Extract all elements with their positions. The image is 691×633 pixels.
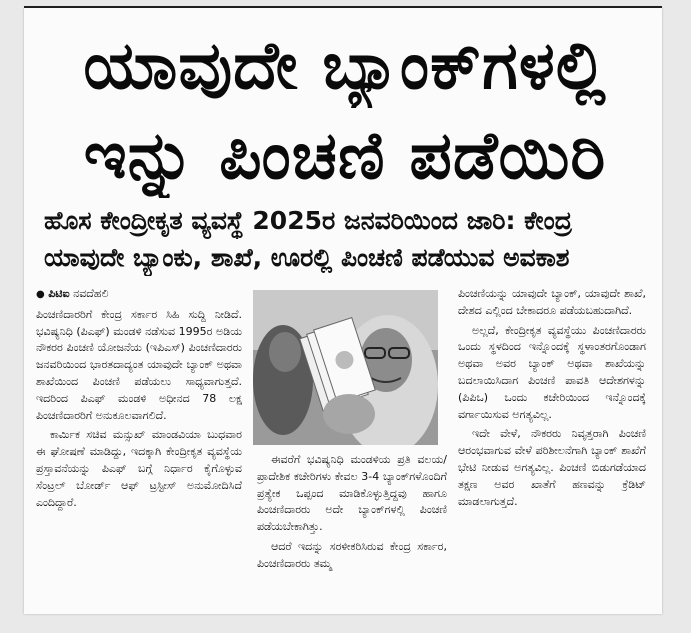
column-3-paragraph-1: ಪಿಂಚಣಿಯನ್ನು ಯಾವುದೇ ಬ್ಯಾಂಕ್, ಯಾವುದೇ ಶಾಖೆ, ದೇಶದ ಎಲ್ಲಿಂದ ಬೇಕಾದರೂ ಪಡೆಯಬಹುದಾಗಿದೆ.	[458, 287, 646, 317]
byline	[36, 286, 242, 304]
column-3-paragraph-2: ಅಲ್ಲದೆ, ಕೇಂದ್ರೀಕೃತ ವ್ಯವಸ್ಥೆಯು ಪಿಂಚಣಿದಾರರು ಒಂದು ಸ್ಥಳದಿಂದ ಇನ್ನೊಂದಕ್ಕೆ ಸ್ಥಳಾಂತರಗೊಂಡಾಗ ಅಥವಾ ಅವರ ಬ್ಯಾಂಕ್ ಅಥವಾ ಶಾಖೆಯನ್ನು ಬದಲಾಯಿಸಿದಾಗ ಪಿಂಚಣಿ ಪಾವತಿ ಆದೇಶಗಳನ್ನು (ಪಿಪಿಒ) ಒಂದು ಕಚೇರಿಯಿಂದ ಇನ್ನೊಂದಕ್ಕೆ ವರ್ಗಾಯಿಸುವ ಅಗತ್ಯವಿಲ್ಲ.	[458, 323, 646, 421]
article-column-1	[36, 286, 242, 602]
column-1-paragraph-2: ಕಾರ್ಮಿಕ ಸಚಿವ ಮನ್ಸುಖ್ ಮಾಂಡವಿಯಾ ಬುಧವಾರ ಈ ಘೋಷಣೆ ಮಾಡಿದ್ದು, ಇದಕ್ಕಾಗಿ ಕೇಂದ್ರೀಕೃತ ವ್ಯವಸ್ಥೆಯ ಪ್ರಸ್ತಾವನೆಯನ್ನು ಪಿಎಫ್ ಬಗ್ಗೆ ನಿರ್ಧಾರ ಕೈಗೊಳ್ಳುವ ಸೆಂಟ್ರಲ್ ಬೋರ್ಡ್ ಆಫ್ ಟ್ರಸ್ಟೀಸ್ ಅನುಮೋದಿಸಿದೆ ಎಂದಿದ್ದಾರೆ.	[36, 428, 242, 509]
column-2-paragraph-1: ಈವರೆಗೆ ಭವಿಷ್ಯನಿಧಿ ಮಂಡಳಿಯ ಪ್ರತಿ ವಲಯ/ಪ್ರಾದೇಶಿಕ ಕಚೇರಿಗಳು ಕೇವಲ 3-4 ಬ್ಯಾಂಕ್‌ಗಳೊಂದಿಗೆ ಪ್ರತ್ಯೇಕ ಒಪ್ಪಂದ ಮಾಡಿಕೊಳ್ಳುತ್ತಿದ್ದವು ಹಾಗೂ ಪಿಂಚಣಿದಾರರು ಅದೇ ಬ್ಯಾಂಕ್‌ಗಳಲ್ಲಿ ಪಿಂಚಣಿ ಪಡೆಯಬೇಕಾಗಿತ್ತು.	[257, 453, 447, 534]
headline-line-2: ಇನ್ನು ಪಿಂಚಣಿ ಪಡೆಯಿರಿ	[83, 117, 607, 194]
article-column-3	[458, 286, 646, 602]
byline-place: ನವದೆಹಲಿ	[73, 287, 109, 300]
column-1-paragraph-1: ಪಿಂಚಣಿದಾರರಿಗೆ ಕೇಂದ್ರ ಸರ್ಕಾರ ಸಿಹಿ ಸುದ್ದಿ ನೀಡಿದೆ. ಭವಿಷ್ಯನಿಧಿ (ಪಿಎಫ್) ಮಂಡಳಿ ನಡೆಸುವ 1995ರ ಅಡಿಯ ನೌಕರರ ಪಿಂಚಣಿ ಯೋಜನೆಯ (ಇಪಿಎಸ್) ಪಿಂಚಣಿದಾರರು ಜನವರಿಯಿಂದ ಭಾರತದಾದ್ಯಂತ ಯಾವುದೇ ಬ್ಯಾಂಕ್ ಅಥವಾ ಶಾಖೆಯಿಂದ ಪಿಂಚಣಿ ಪಡೆಯಲು ಸಾಧ್ಯವಾಗುತ್ತದೆ. ಇದರಿಂದ ಪಿಎಫ್ ಮಂಡಳಿ ಅಧೀನದ 78 ಲಕ್ಷ ಪಿಂಚಣಿದಾರರಿಗೆ ಅನುಕೂಲವಾಗಲಿದೆ.	[36, 307, 242, 422]
article-column-2	[257, 452, 447, 602]
column-2-paragraph-2: ಆದರೆ ಇದನ್ನು ಸರಳೀಕರಿಸಿರುವ ಕೇಂದ್ರ ಸರ್ಕಾರ, ಪಿಂಚಣಿದಾರರು ತಮ್ಮ	[257, 539, 447, 570]
subheadline-line-2: ಯಾವುದೇ ಬ್ಯಾಂಕು, ಶಾಖೆ, ಊರಲ್ಲಿ ಪಿಂಚಣಿ ಪಡೆಯುವ ಅವಕಾಶ	[44, 243, 570, 272]
headline-line-1: ಯಾವುದೇ ಬ್ಯಾಂಕ್‌ಗಳಲ್ಲಿ	[83, 27, 607, 104]
byline-bullet-icon: ●	[36, 289, 45, 300]
news-photo-elderly-woman-holding-banknotes	[253, 290, 438, 445]
subheadline-line-1: ಹೊಸ ಕೇಂದ್ರೀಕೃತ ವ್ಯವಸ್ಥೆ 2025ರ ಜನವರಿಯಿಂದ ಜಾರಿ: ಕೇಂದ್ರ	[44, 206, 572, 235]
photo-illustration	[253, 290, 438, 445]
column-3-paragraph-3: ಇದೇ ವೇಳೆ, ನೌಕರರು ನಿವೃತ್ತರಾಗಿ ಪಿಂಚಣಿ ಆರಂಭವಾಗುವ ವೇಳೆ ಪರಿಶೀಲನೆಗಾಗಿ ಬ್ಯಾಂಕ್ ಶಾಖೆಗೆ ಭೇಟಿ ನೀಡುವ ಅಗತ್ಯವಿಲ್ಲ. ಪಿಂಚಣಿ ಬಿಡುಗಡೆಯಾದ ತಕ್ಷಣ ಅವರ ಖಾತೆಗೆ ಹಣವನ್ನು ಕ್ರೆಡಿಟ್ ಮಾಡಲಾಗುತ್ತದೆ.	[458, 427, 646, 508]
byline-agency: ಪಿಟಿಐ	[48, 287, 70, 300]
